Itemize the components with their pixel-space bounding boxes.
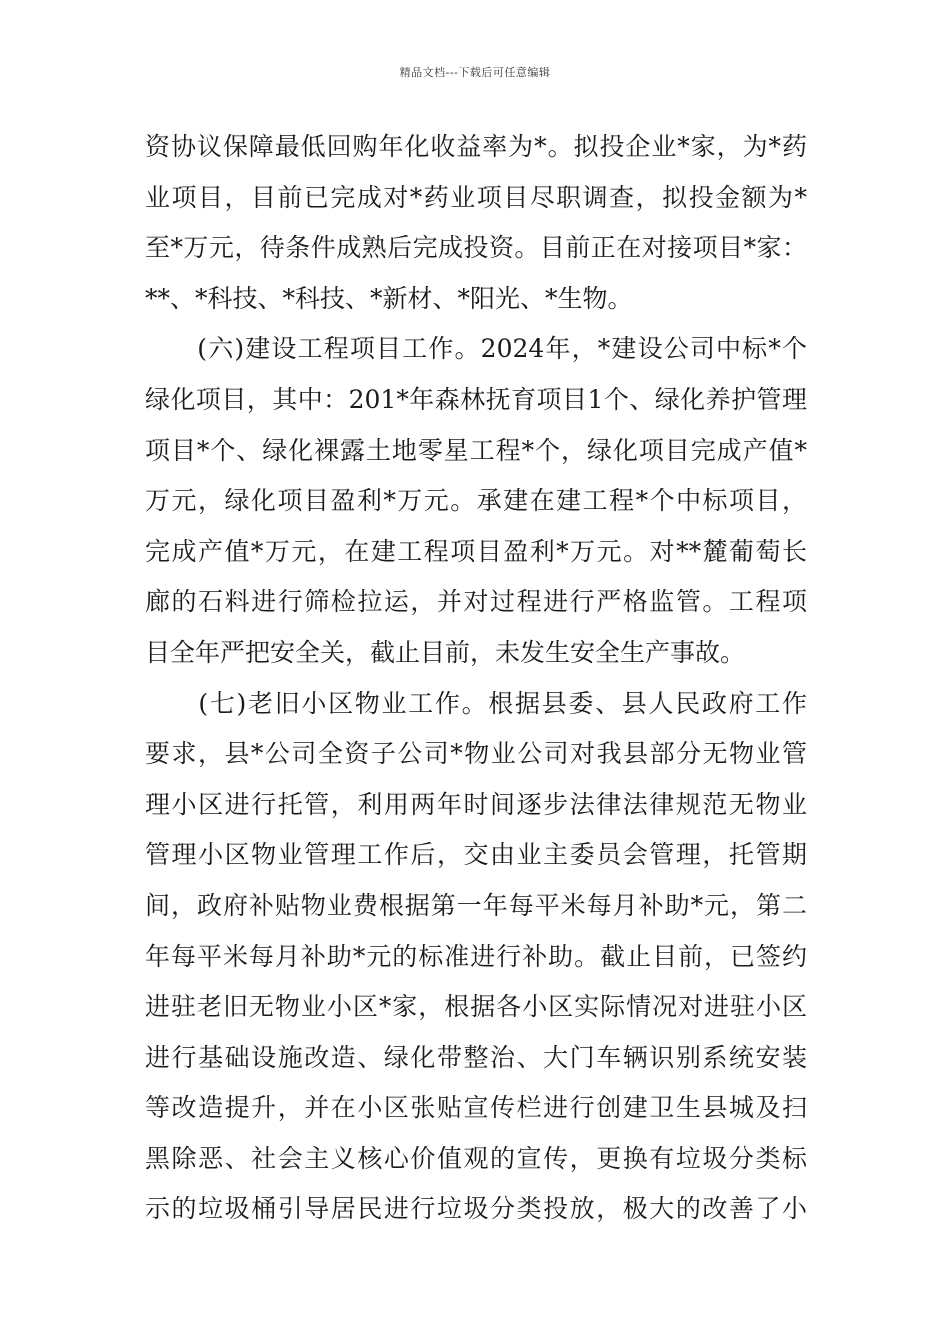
text-line: 业项目，目前已完成对*药业项目尽职调查，拟投金额为* [145, 182, 807, 212]
text-line: **、*科技、*科技、*新材、*阳光、*生物。 [145, 283, 633, 313]
text-line: 要求，县*公司全资子公司*物业公司对我县部分无物业管 [145, 739, 807, 769]
text-line: 资协议保障最低回购年化收益率为*。拟投企业*家，为*药 [145, 132, 807, 161]
text-line: 年每平米每月补助*元的标准进行补助。截止目前，已签约 [145, 941, 807, 971]
text-line: 目全年严把安全关，截止目前，未发生安全生产事故。 [145, 637, 746, 667]
text-line: (六)建设工程项目工作。2024年，*建设公司中标*个 [145, 334, 807, 364]
text-line: 管理小区物业管理工作后，交由业主委员会管理，托管期 [145, 840, 807, 870]
text-line: 项目*个、绿化裸露土地零星工程*个，绿化项目完成产值* [145, 435, 807, 465]
document-body [145, 122, 807, 1235]
text-line: 黑除恶、社会主义核心价值观的宣传，更换有垃圾分类标 [145, 1143, 807, 1173]
text-line: 示的垃圾桶引导居民进行垃圾分类投放，极大的改善了小 [145, 1194, 807, 1224]
text-line: 廊的石料进行筛检拉运，并对过程进行严格监管。工程项 [145, 587, 807, 617]
text-line: 绿化项目，其中：201*年森林抚育项目1个、绿化养护管理 [145, 384, 807, 414]
text-line: 进驻老旧无物业小区*家，根据各小区实际情况对进驻小区 [145, 992, 807, 1022]
text-line: 进行基础设施改造、绿化带整治、大门车辆识别系统安装 [145, 1042, 807, 1072]
text-line: 完成产值*万元，在建工程项目盈利*万元。对**麓葡萄长 [145, 536, 807, 566]
text-line: 万元，绿化项目盈利*万元。承建在建工程*个中标项目， [145, 486, 807, 516]
text-line: (七)老旧小区物业工作。根据县委、县人民政府工作 [145, 688, 807, 718]
text-line: 至*万元，待条件成熟后完成投资。目前正在对接项目*家： [145, 233, 807, 263]
page-header: 精品文档---下载后可任意编辑 [399, 66, 551, 79]
text-line: 等改造提升，并在小区张贴宣传栏进行创建卫生县城及扫 [145, 1093, 807, 1123]
text-line: 理小区进行托管，利用两年时间逐步法律法律规范无物业 [145, 789, 807, 819]
text-line: 间，政府补贴物业费根据第一年每平米每月补助*元，第二 [145, 890, 807, 920]
